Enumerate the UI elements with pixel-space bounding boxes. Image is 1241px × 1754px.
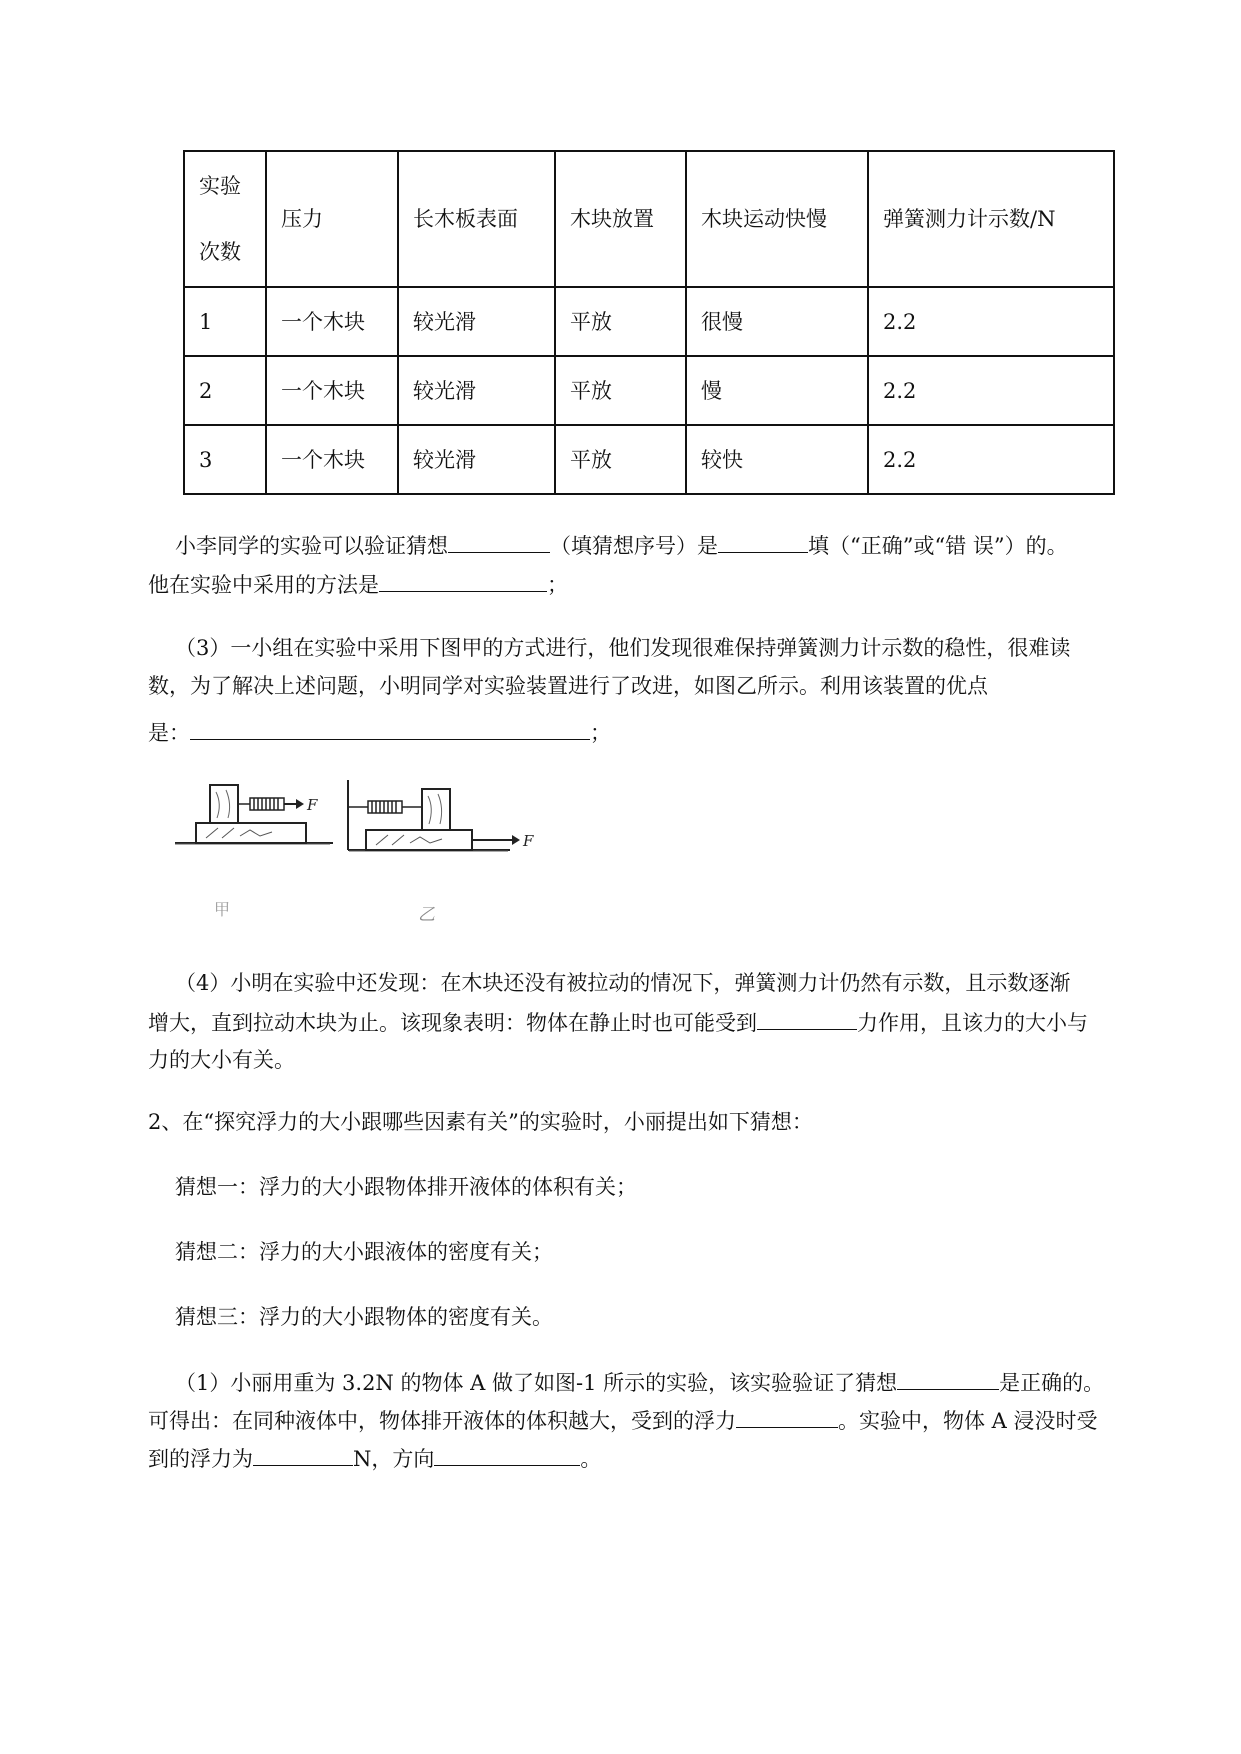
table-cell: 平放	[555, 356, 686, 425]
q1-part4-line1: （4）小明在实验中还发现：在木块还没有被拉动的情况下，弹簧测力计仍然有示数，且示数逐渐	[175, 971, 1071, 995]
table-cell: 平放	[555, 287, 686, 356]
answer-blank[interactable]	[253, 1443, 353, 1466]
wooden-block	[422, 789, 450, 830]
answer-blank[interactable]	[718, 530, 808, 553]
q1-part4-line2: 增大，直到拉动木块为止。该现象表明：物体在静止时也可能受到 力作用，且该力的大小与	[148, 1007, 1148, 1038]
table-cell: 一个木块	[266, 425, 398, 494]
wooden-block	[210, 785, 238, 823]
q2-guess-2: 猜想二：浮力的大小跟液体的密度有关；	[175, 1240, 553, 1264]
q2-intro: 2、在“探究浮力的大小跟哪些因素有关”的实验时，小丽提出如下猜想：	[148, 1110, 813, 1134]
answer-blank[interactable]	[434, 1443, 580, 1466]
figure-a-setup	[175, 785, 333, 919]
table-cell: 较光滑	[398, 356, 555, 425]
header-block-speed: 木块运动快慢	[686, 151, 868, 287]
table-row	[184, 356, 1114, 425]
answer-blank[interactable]	[757, 1007, 857, 1030]
table-row	[184, 287, 1114, 356]
header-trial-number: 实验 次数	[184, 151, 266, 287]
apparatus-figure	[170, 780, 570, 950]
q2-guess-3: 猜想三：浮力的大小跟物体的密度有关。	[175, 1305, 553, 1329]
table-cell: 较光滑	[398, 425, 555, 494]
q2-part1-line3: 到的浮力为 N，方向 。	[148, 1443, 1148, 1474]
q1-part4-line3: 力的大小有关。	[148, 1048, 295, 1072]
table-row	[184, 425, 1114, 494]
q2-part1-line2: 可得出：在同种液体中，物体排开液体的体积越大，受到的浮力 。实验中，物体 A 浸没时受	[148, 1405, 1148, 1436]
answer-blank[interactable]	[736, 1405, 838, 1428]
table-cell: 3	[184, 425, 266, 494]
q1-part3-line3: 是： ；	[148, 717, 1148, 748]
header-block-placement: 木块放置	[555, 151, 686, 287]
answer-blank[interactable]	[379, 569, 547, 592]
table-cell: 慢	[686, 356, 868, 425]
force-label: F	[523, 832, 534, 850]
answer-blank[interactable]	[190, 717, 590, 740]
table-cell: 很慢	[686, 287, 868, 356]
table-cell: 2.2	[868, 287, 1114, 356]
table-cell: 较快	[686, 425, 868, 494]
q2-part1-line1: （1）小丽用重为 3.2N 的物体 A 做了如图-1 所示的实验，该实验验证了猜想 是正确的。	[148, 1367, 1175, 1398]
q2-guess-1: 猜想一：浮力的大小跟物体排开液体的体积有关；	[175, 1175, 637, 1199]
table-cell: 一个木块	[266, 287, 398, 356]
table-cell: 2.2	[868, 425, 1114, 494]
figure-b-setup	[348, 780, 534, 925]
table-cell: 1	[184, 287, 266, 356]
header-board-surface: 长木板表面	[398, 151, 555, 287]
q1-conclusion-line: 小李同学的实验可以验证猜想 （填猜想序号）是 填（“正确”或“错 误”）的。	[148, 530, 1175, 561]
q1-method-line: 他在实验中采用的方法是 ；	[148, 569, 1148, 600]
table-cell: 一个木块	[266, 356, 398, 425]
table-cell: 2.2	[868, 356, 1114, 425]
spring-scale	[368, 801, 402, 813]
answer-blank[interactable]	[448, 530, 550, 553]
q1-part3-line2: 数，为了解决上述问题，小明同学对实验装置进行了改进，如图乙所示。利用该装置的优点	[148, 674, 988, 698]
force-label: F	[307, 796, 318, 814]
header-pressure: 压力	[266, 151, 398, 287]
answer-blank[interactable]	[897, 1367, 999, 1390]
figure-label-a: 甲	[214, 900, 231, 919]
q1-part3-line1: （3）一小组在实验中采用下图甲的方式进行，他们发现很难保持弹簧测力计示数的稳性，很难读	[175, 636, 1071, 660]
table-cell: 平放	[555, 425, 686, 494]
spring-scale	[250, 798, 284, 810]
figure-label-b: 乙	[418, 905, 435, 925]
table-cell: 较光滑	[398, 287, 555, 356]
table-cell: 2	[184, 356, 266, 425]
header-spring-reading: 弹簧测力计示数/N	[868, 151, 1114, 287]
table-header-row	[184, 151, 1114, 287]
experiment-table	[183, 150, 1115, 495]
